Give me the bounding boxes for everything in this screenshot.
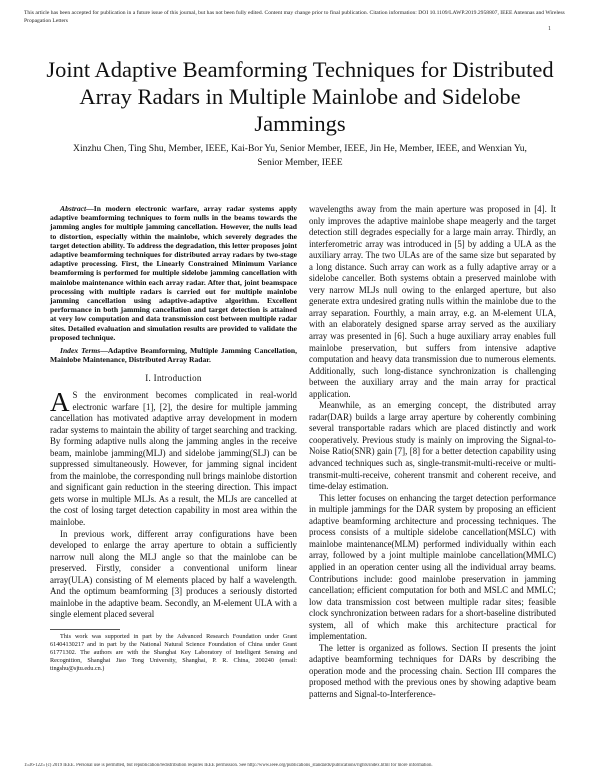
right-column: [309, 204, 556, 701]
footnote: This work was supported in part by the Advanced Research Foundation under Grant 61404130217 and in part by the National Natural Science Foundation of China under Grant 61771302. The authors are with the Shanghai Key Laboratory of Intelligent Sensing and Recognition, Shanghai Jiao Tong University, Shanghai, P. R. China, 200240 (email: tingshu@sjtu.edu.cn.): [50, 632, 297, 672]
page-number: 1: [548, 26, 551, 32]
footnote-divider: [50, 629, 120, 630]
right-paragraph-4: The letter is organized as follows. Section II presents the joint adaptive beamforming techniques for DARs by describing the operation mode and the processing chain. Section III compares the proposed method with the previous ones by showing adaptive beam patterns and Signal-to-Interference-: [309, 642, 556, 699]
journal-header: This article has been accepted for publication in a future issue of this journal, but has not been fully edited. Content may change prior to final publication. Citation information: DOI 10.1109/LAWP.2019.2958807, IEEE Antennas and Wireless Propagation Letters: [24, 10, 565, 24]
abstract-text: In modern electronic warfare, array radar systems apply adaptive beamforming techniques to form nulls in the beams towards the jamming angles for multiple jamming cancellation. However, the nulls lead to distortion, especially within the mainlobe, which severely degrades the target detection ability. To address the degradation, this letter proposes joint adaptive beamforming techniques for distributed array radars by two-stage adaptive processing. First, the Linearly Constrained Minimum Variance beamforming is performed for multiple sidelobe jamming cancellation with mainlobe maintenance within each array radar. After that, joint beamspace processing with multiple radars is carried out for multiple mainlobe jamming cancellation using adaptive-adaptive algorithm. Excellent performance in both jamming cancellation and target detection is attained at very low computation and data transmission cost between multiple radar sites. Detailed evaluation and simulation results are provided to validate the proposed technique.: [50, 204, 297, 342]
section-heading-introduction: I. Introduction: [145, 373, 202, 384]
index-terms: Index Terms—Adaptive Beamforming, Multiple Jamming Cancellation, Mainlobe Maintenance, Distributed Array Radar.: [50, 346, 297, 365]
author-list: Xinzhu Chen, Ting Shu, Member, IEEE, Kai-Bor Yu, Senior Member, IEEE, Jin He, Member, IEEE, and Wenxian Yu, Senior Member, IEEE: [73, 143, 527, 168]
intro-paragraph-1-text: S the environment becomes complicated in real-world electronic warfare [1], [2], the desire for multiple jamming cancellation has motivated adaptive array development in modern radar systems to maintain the ability of target searching and tracking. By forming adaptive nulls along the jamming angles in the receive beam, mainlobe jamming(MLJ) and sidelobe jamming(SLJ) can be suppressed simultaneously. However, for jamming signal incident from the mainlobe, the corresponding null brings mainlobe distortion and significant gain reduction in the steering direction. This impact gets worse in multiple MLJs. As a result, the MLJs are cancelled at the cost of losing target detection capability in most area within the mainlobe.: [50, 390, 297, 528]
index-terms-label: Index Terms: [60, 346, 101, 356]
index-terms-text: Adaptive Beamforming, Multiple Jamming Cancellation, Mainlobe Maintenance, Distributed Array Radar.: [50, 346, 297, 365]
abstract: Abstract—In modern electronic warfare, array radar systems apply adaptive beamforming techniques to form nulls in the beams towards the jamming angles for multiple jamming cancellation. However, the nulls lead to distortion, especially within the mainlobe, which severely degrades the target detection ability. To address the degradation, this letter proposes joint adaptive beamforming techniques for distributed array radars by two-stage adaptive processing. First, the Linearly Constrained Minimum Variance beamforming is performed for multiple sidelobe jamming cancellation with mainlobe maintenance within each array radar. After that, joint beamspace processing with multiple radars is carried out for multiple mainlobe jamming cancellation using adaptive-adaptive algorithm. Excellent performance in both jamming cancellation and target detection is attained at very low computation and data transmission cost between multiple radar sites. Detailed evaluation and simulation results are provided to validate the proposed technique.: [50, 204, 297, 342]
right-paragraph-2: Meanwhile, as an emerging concept, the distributed array radar(DAR) builds a large array aperture by coherently combining several transportable radars which are placed distinctly and work cooperatively. Previous study is mainly on improving the Signal-to-Noise Ratio(SNR) gain [7], [8] for a better detection capability using advanced techniques such as, single-transmit-multi-receive or multi-transmit-multi-receive, coherent transmit and coherent receive, and time-delay estimation.: [309, 400, 556, 492]
right-paragraph-1: wavelengths away from the main aperture was proposed in [4]. It only improves the adaptive mainlobe shape meagerly and the target detection still degrades especially for a large main array. Thirdly, an interferometric array was introduced in [5] by adding a ULA as the auxiliary array. The two ULAs are of the same size but separated by a long distance. Such array can work as a fully adaptive array or a sidelobe canceller. Both systems obtain a preserved mainlobe with very narrow MLJs null owing to the enlarged aperture, but also generate extra undesired grating nulls within the mainlobe due to the array separation. Fourthly, a main array, e.g. an M-element ULA, with an elaborately designed sparse array served as the auxiliary array was presented in [6]. Such a huge auxiliary array enables full mainlobe preservation, but suffers from intensive adaptive computation and heavy data transmission due to numerous elements. Additionally, such long-distance synchronization is challenging between the auxiliary array and the main array for practical application.: [309, 204, 556, 399]
right-paragraph-3: This letter focuses on enhancing the target detection performance in multiple jammings for the DAR system by proposing an efficient adaptive beamforming architecture and processing techniques. The process consists of a multiple sidelobe cancellation(MSLC) with mainlobe maintenance(MLM) performed individually within each array, followed by a joint multiple mainlobe cancellation(MMLC) applied in an operation center using all the individual array beams. Contributions include: good mainlobe preservation in jamming cancellation; efficient computation for both and MSLC and MMLC; low data transmission cost between multiple radar sites; feasible clock synchronization between radars for a short-baseline distributed system, all of which make this architecture practical for implementation.: [309, 492, 556, 642]
abstract-label: Abstract: [60, 204, 87, 213]
left-column: [50, 204, 297, 673]
copyright-footer: 1536-1225 (c) 2019 IEEE. Personal use is permitted, but republication/redistribution requires IEEE permission. See http://www.ieee.org/publications_standards/publications/rights/index.html for more information.: [24, 763, 433, 768]
drop-cap: A: [50, 387, 70, 417]
intro-paragraph-2: In previous work, different array configurations have been developed to enlarge the array aperture to obtain a sufficiently narrow null along the MLJ angle so that the mainlobe can be preserved. Firstly, consider a conventional uniform linear array(ULA) consisting of M elements placed by half a wavelength. And the optimum beamforming [3] produces a seriously distorted mainlobe in the adaptive beam. Secondly, an M-element ULA with a single element placed several: [50, 528, 297, 620]
intro-paragraph-1: [50, 387, 297, 529]
paper-title: Joint Adaptive Beamforming Techniques for Distributed Array Radars in Multiple Mainlobe and Sidelobe Jammings: [46, 57, 554, 136]
